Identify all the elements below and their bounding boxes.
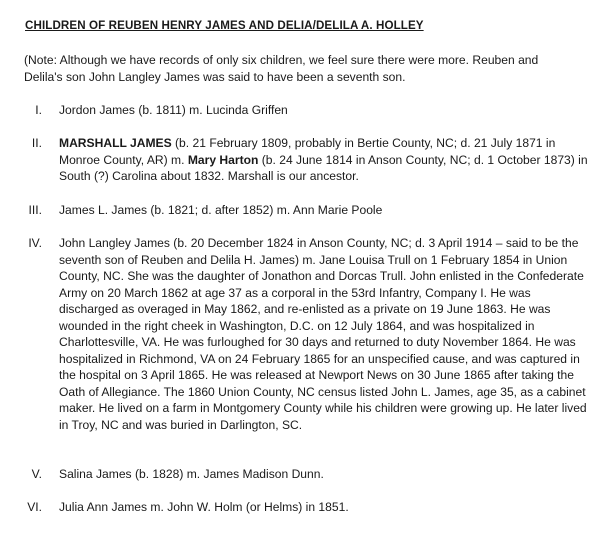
list-numeral: IV.	[28, 236, 42, 250]
list-numeral: V.	[31, 467, 42, 481]
list-item-text: Jordon James (b. 1811) m. Lucinda Griffen	[59, 103, 288, 117]
ancestor-details: (b. 21 February 1809, probably in Bertie County, NC; d. 21 July 1871 in Monroe County, AR) m.	[59, 136, 556, 167]
spouse-details: (b. 24 June 1814 in Anson County, NC; d. 1 October 1873) in South (?) Carolina about 1832. Marshall is our ancestor.	[59, 152, 588, 183]
list-item-text: Julia Ann James m. John W. Holm (or Helms) in 1851.	[59, 500, 349, 514]
list-item-text	[59, 135, 592, 185]
list-item-text: James L. James (b. 1821; d. after 1852) m. Ann Marie Poole	[59, 203, 383, 217]
list-numeral: VI.	[27, 500, 42, 514]
list-numeral: I.	[35, 103, 42, 117]
list-item-text: John Langley James (b. 20 December 1824 in Anson County, NC; d. 3 April 1914 – said to be the seventh son of Reuben and Delila H. James) m. Jane Louisa Trull on 1 February 1854 in Union County, NC. She was the daughter of Jonathon and Dorcas Trull. John enlisted in the Confederate Army on 20 March 1862 at age 37 as a corporal in the 53rd Infantry, Company I. He was discharged as overaged in May 1862, and re-enlisted as a private on 19 June 1863. He was wounded in the right cheek in Washington, D.C. on 12 July 1864, and was hospitalized in Charlottesville, VA. He was furloughed for 30 days and returned to duty November 1864. He was hospitalized in Richmond, VA on 24 February 1865 for an unspecified cause, and was captured in the hospital on 3 April 1865. He was released at Newport News on 30 June 1865 after taking the Oath of Allegiance. The 1860 Union County, NC census listed John L. James, age 35, as a cabinet maker. He lived on a farm in Montgomery County while his children were growing up. He later lived in Troy, NC and was buried in Darlington, SC.	[59, 236, 587, 432]
intro-note: (Note: Although we have records of only six children, we feel sure there were more. Reuben and Delila's son John Langley James was said to have been a seventh son.	[24, 53, 539, 84]
list-item-text: Salina James (b. 1828) m. James Madison Dunn.	[59, 467, 324, 481]
list-numeral: II.	[31, 136, 42, 150]
list-numeral: III.	[28, 203, 42, 217]
ancestor-name: MARSHALL JAMES	[59, 136, 172, 150]
spouse-name: Mary Harton	[187, 152, 259, 167]
document-title: CHILDREN OF REUBEN HENRY JAMES AND DELIA/DELILA A. HOLLEY	[25, 19, 424, 32]
